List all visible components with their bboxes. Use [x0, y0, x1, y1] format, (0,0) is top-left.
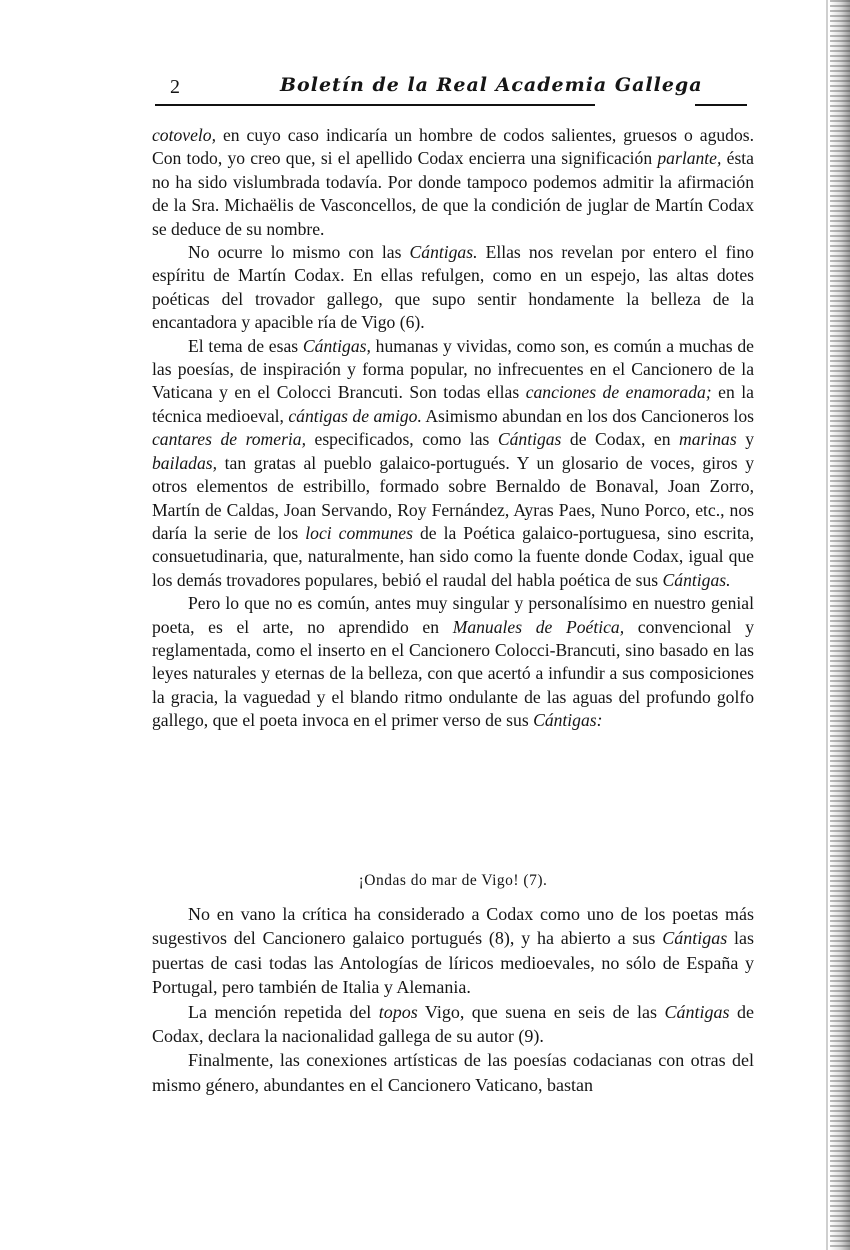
- text-run: Pero lo que no es común, antes muy singular y personalísimo en nuestro genial poeta, es el arte, no aprendido en: [152, 593, 754, 637]
- text-run: tan gratas al pueblo galaico-portugués. Y un glosario de voces, giros y otros elementos de estribillo, formado sobre Bernaldo de Bonaval, Joan Zorro, Martín de Caldas, Joan Servando, Roy Fernández, Ayras Paes, Nuno Porco, etc., nos daría la serie de los: [152, 452, 754, 543]
- italic-run: Cántigas.: [409, 242, 478, 263]
- text-run: Vigo, que suena en seis de las: [417, 1001, 665, 1022]
- paragraph: [152, 592, 754, 732]
- running-header: [155, 72, 747, 106]
- text-run: de Codax, en: [561, 429, 679, 450]
- scan-edge: [830, 0, 850, 1250]
- italic-run: Manuales de Poética,: [452, 616, 625, 637]
- italic-run: Cántigas: [662, 928, 728, 949]
- text-run: las puertas de casi todas las Antologías de líricos medioevales, no sólo de España y Portugal, pero también de Italia y Alemania.: [152, 928, 754, 998]
- text-run: en la técnica medioeval,: [152, 382, 754, 426]
- verse-quote: ¡Ondas do mar de Vigo! (7).: [358, 872, 548, 889]
- body-text: [152, 124, 754, 733]
- text-run: ésta no ha sido vislumbrada todavía. Por donde tampoco podemos admitir la afirmación de la Sra. Michaëlis de Vasconcellos, de que la condición de juglar de Martín Codax se deduce de su nombre.: [152, 148, 754, 239]
- italic-run: loci communes: [305, 522, 413, 543]
- text-run: en cuyo caso indicaría un hombre de codos salientes, gruesos o agudos. Con todo, yo creo que, si el apellido Codax encierra una significación: [152, 125, 754, 169]
- italic-run: Cántigas,: [302, 335, 371, 356]
- paragraph: [152, 124, 754, 241]
- page-number: 2: [170, 76, 180, 98]
- italic-run: Cántigas:: [533, 710, 603, 731]
- paragraph: [152, 1048, 754, 1097]
- text-run: Asimismo abundan en los dos Cancioneros los: [421, 405, 754, 426]
- paragraph: [152, 902, 754, 1000]
- italic-run: parlante,: [657, 148, 722, 169]
- text-run: de la Poética galaico-portuguesa, sino escrita, consuetudinaria, que, naturalmente, han sido como la fuente donde Codax, igual que los demás trovadores populares, bebió el raudal del habla poética de sus: [152, 522, 754, 590]
- italic-run: Cántigas: [664, 1001, 730, 1022]
- header-rule: [155, 104, 595, 106]
- scan-edge-rule: [826, 0, 828, 1250]
- italic-run: cotovelo,: [152, 125, 216, 145]
- text-run: No en vano la crítica ha considerado a Codax como uno de los poetas más sugestivos del Cancionero galaico portugués (8), y ha abierto a sus: [152, 904, 754, 949]
- text-run: convencional y reglamentada, como el inserto en el Cancionero Colocci-Brancuti, sino basado en las leyes naturales y eternas de la belleza, con que acertó a infundir a sus composiciones la gracia, la vaguedad y el blando ritmo ondulante de las aguas del profundo golfo gallego, que el poeta invoca en el primer verso de sus: [152, 616, 754, 731]
- text-run: especificados, como las: [306, 429, 498, 450]
- italic-run: bailadas,: [152, 452, 218, 473]
- italic-run: canciones de enamorada;: [525, 382, 712, 403]
- text-run: No ocurre lo mismo con las: [188, 242, 410, 263]
- italic-run: marinas: [679, 429, 737, 450]
- italic-run: cántigas de amigo.: [288, 405, 422, 426]
- header-rule: [695, 104, 747, 106]
- text-run: de Codax, declara la nacionalidad gallega de su autor (9).: [152, 1001, 754, 1047]
- running-title: Boletín de la Real Academia Gallega: [280, 74, 703, 96]
- italic-run: cantares de romeria,: [152, 429, 307, 450]
- paragraph: [152, 335, 754, 592]
- body-text-continued: [152, 902, 754, 1097]
- text-run: Finalmente, las conexiones artísticas de las poesías codacianas con otras del mismo género, abundantes en el Cancionero Vaticano, bastan: [152, 1050, 754, 1095]
- text-run: Ellas nos revelan por entero el fino espíritu de Martín Codax. En ellas refulgen, como en un espejo, las altas dotes poéticas del trovador gallego, que supo sentir hondamente la belleza de la encantadora y apacible ría de Vigo (6).: [152, 242, 754, 333]
- italic-run: Cántigas.: [662, 569, 731, 590]
- paragraph: [152, 241, 754, 335]
- italic-run: topos: [378, 1001, 418, 1022]
- text-run: La mención repetida del: [188, 1001, 379, 1022]
- paragraph: [152, 1000, 754, 1049]
- text-run: El tema de esas: [188, 335, 303, 356]
- text-run: humanas y vividas, como son, es común a muchas de las poesías, de inspiración y forma popular, no infrecuentes en el Cancionero de la Vaticana y en el Colocci Brancuti. Son todas ellas: [152, 335, 754, 403]
- italic-run: Cántigas: [497, 429, 562, 450]
- text-run: y: [736, 429, 754, 450]
